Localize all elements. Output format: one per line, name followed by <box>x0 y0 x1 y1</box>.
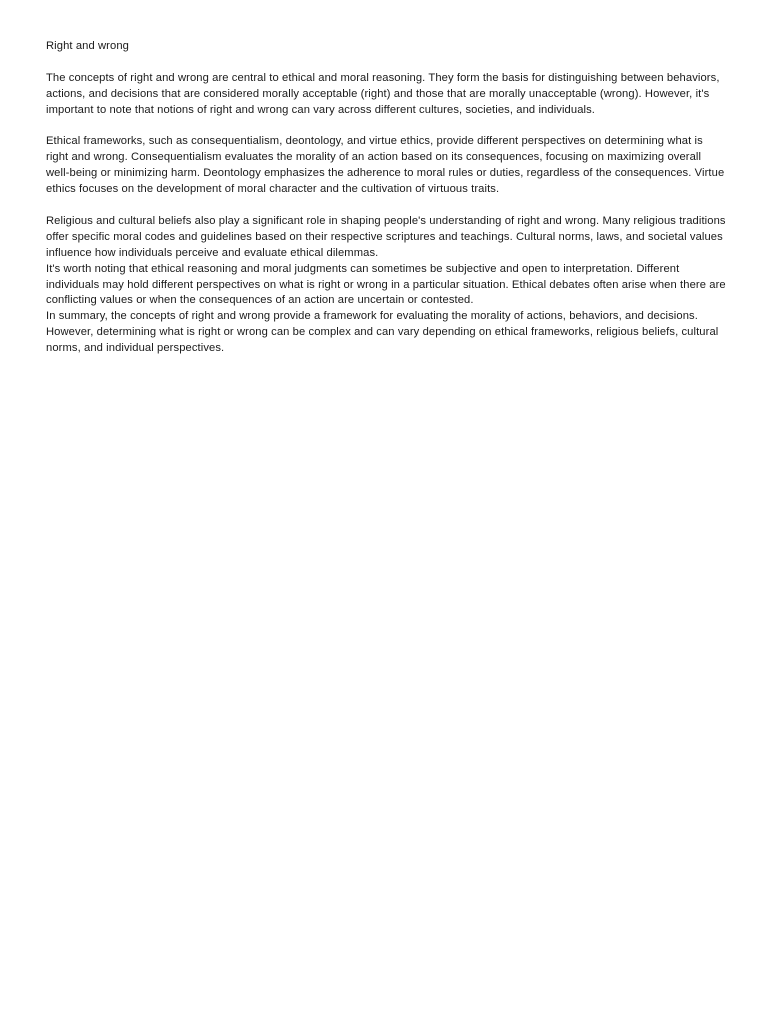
paragraph-religious-cultural: Religious and cultural beliefs also play a significant role in shaping people's understanding of right and wrong. Many religious traditions offer specific moral codes and guidelines based on their respective scriptures and teachings. Cultural norms, laws, and societal values influence how individuals perceive and evaluate ethical dilemmas. <box>46 214 726 259</box>
paragraph-frameworks: Ethical frameworks, such as consequentialism, deontology, and virtue ethics, provide different perspectives on determining what is right and wrong. Consequentialism evaluates the morality of an action based on its consequences, focusing on maximizing overall well-being or minimizing harm. Deontology emphasizes the adherence to moral rules or duties, regardless of the consequences. Virtue ethics focuses on the development of moral character and the cultivation of virtuous traits. <box>46 135 725 196</box>
document-title: Right and wrong <box>46 40 129 52</box>
paragraph-subjectivity: It's worth noting that ethical reasoning and moral judgments can sometimes be subjective and open to interpretation. Different individuals may hold different perspectives on what is right or wrong in a particular situation. Ethical debates often arise when there are conflicting values or when the consequences of an action are uncertain or contested. <box>46 262 726 307</box>
paragraph-summary: In summary, the concepts of right and wrong provide a framework for evaluating the morality of actions, behaviors, and decisions. However, determining what is right or wrong can be complex and can vary depending on ethical frameworks, religious beliefs, cultural norms, and individual perspectives. <box>46 310 719 355</box>
paragraph-intro: The concepts of right and wrong are central to ethical and moral reasoning. They form the basis for distinguishing between behaviors, actions, and decisions that are considered morally acceptable (right) and those that are morally unacceptable (wrong). However, it's important to note that notions of right and wrong can vary across different cultures, societies, and individuals. <box>46 71 720 116</box>
document-body <box>46 39 726 357</box>
